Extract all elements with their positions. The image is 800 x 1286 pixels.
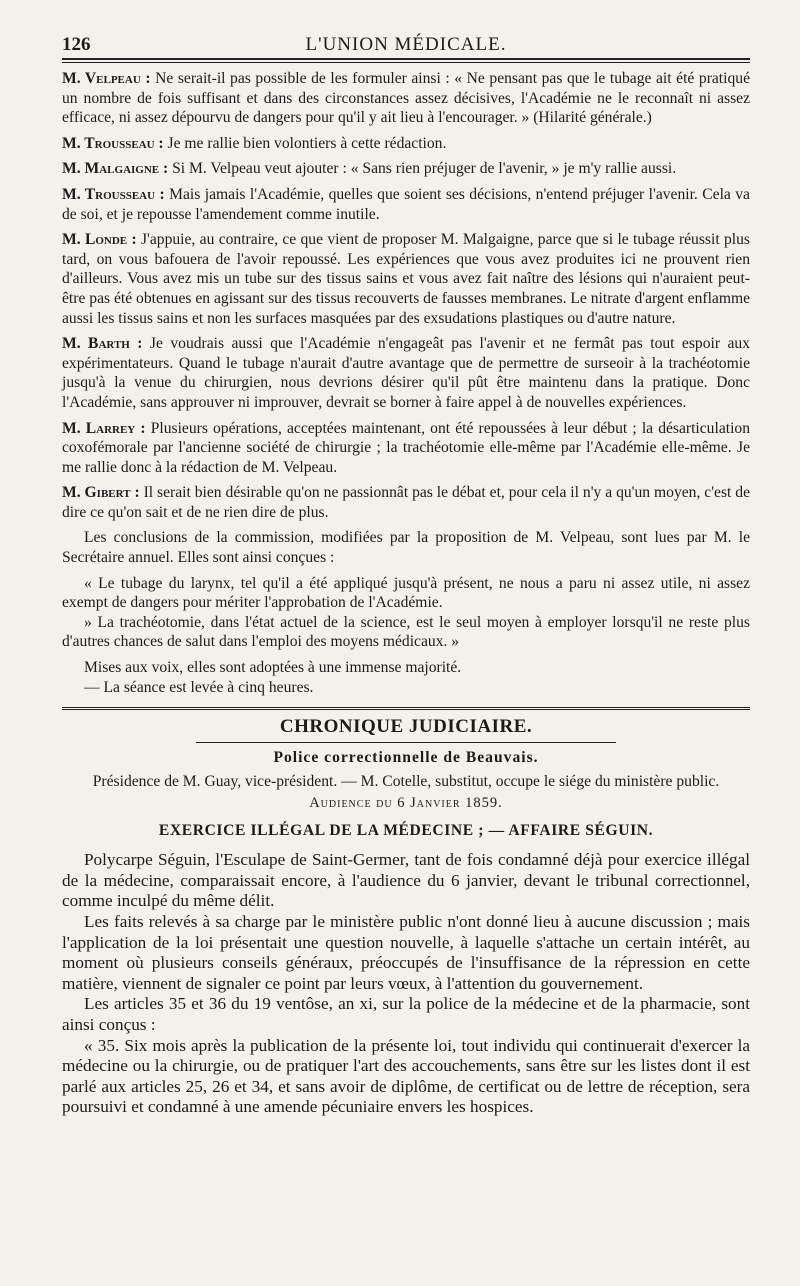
speech-text: J'appuie, au contraire, ce que vient de proposer M. Malgaigne, parce que si le tubage réussit plus tard, on vous bafouera de l'avoir repoussé. Les expériences que vous avez produites ici ne prouvent rien d'ailleurs. Vous avez mis un tube sur des tissus sains et vous avez fait naître des lésions qui n'auraient peut-être pas été obtenues en agissant sur des tissus recouverts de fausses membranes. Le nitrate d'argent enflamme aussi les tissus sains et non les surfaces masquées par des exsudations plastiques ou d'autre nature. (62, 231, 750, 327)
speech-paragraph (62, 69, 750, 128)
speaker-name: M. Malgaigne : (62, 160, 169, 178)
speaker-name: M. Trousseau : (62, 134, 164, 152)
conclusions-intro: Les conclusions de la commission, modifiées par la proposition de M. Velpeau, sont lues par M. le Secrétaire annuel. Elles sont ainsi conçues : (62, 529, 750, 567)
debate-section (62, 63, 750, 697)
presidence-line: Présidence de M. Guay, vice-président. — M. Cotelle, substitut, occupe le siége du ministère public. (92, 773, 720, 791)
title-underline (196, 742, 616, 743)
speech-paragraph (62, 483, 750, 522)
speaker-name: M. Trousseau : (62, 185, 165, 203)
chronique-section (62, 716, 750, 1118)
page-header (62, 22, 750, 58)
speaker-name: M. Gibert : (62, 484, 140, 502)
court-name: Police correctionnelle de Beauvais. (273, 749, 539, 767)
case-paragraph: Polycarpe Séguin, l'Esculape de Saint-Germer, tant de fois condamné déjà pour exercice illégal de la médecine, comparaissait encore, à l'audience du 6 janvier, devant le tribunal correctionnel, comme inculpé du même délit. (62, 850, 750, 911)
audience-date: Audience du 6 Janvier 1859. (309, 795, 503, 812)
speech-paragraph (62, 159, 750, 179)
vote-result: Mises aux voix, elles sont adoptées à une immense majorité. (84, 659, 462, 677)
case-paragraph: Les articles 35 et 36 du 19 ventôse, an xi, sur la police de la médecine et de la pharmacie, sont ainsi conçus : (62, 994, 750, 1034)
speech-paragraph (62, 230, 750, 328)
conclusion-quote: « Le tubage du larynx, tel qu'il a été appliqué jusqu'à présent, ne nous a paru ni assez utile, ni assez exempt de dangers pour mériter l'approbation de l'Académie. (62, 574, 750, 612)
speech-paragraph (62, 185, 750, 224)
conclusion-quote: » La trachéotomie, dans l'état actuel de la science, est le seul moyen à employer lorsqu'il ne reste plus d'autres chances de salut dans l'emploi des moyens médicaux. » (62, 613, 750, 651)
speaker-name: M. Velpeau : (62, 70, 151, 87)
running-title: L'UNION MÉDICALE. (305, 34, 507, 55)
case-paragraph: « 35. Six mois après la publication de la présente loi, tout individu qui continuerait d'exercer la médecine ou la chirurgie, ou de pratiquer l'art des accouchements, sans être sur les listes dont il est parlé aux articles 25, 26 et 34, et sans avoir de diplôme, de certificat ou de lettre de réception, sera poursuivi et condamné à une amende pécuniaire envers les hospices. (62, 1035, 750, 1117)
page-number: 126 (62, 34, 91, 55)
speaker-name: M. Barth : (62, 335, 143, 353)
case-paragraph: Les faits relevés à sa charge par le ministère public n'ont donné lieu à aucune discussion ; mais l'application de la loi présentait une question nouvelle, à laquelle s'attache un certain intérêt, au moment où plusieurs conseils généraux, préoccupés de l'insuffisance de la répression en cette matière, viennent de signaler ce point par leurs vœux, à l'attention du gouvernement. (62, 912, 750, 993)
speaker-name: M. Londe : (62, 231, 137, 249)
header-rule (62, 58, 750, 60)
section-title: CHRONIQUE JUDICIAIRE. (279, 716, 533, 738)
speech-text: Je voudrais aussi que l'Académie n'engageât pas l'avenir et ne fermât pas tout espoir aux expérimentateurs. Quand le tubage n'aurait d'autre avantage que de permettre de surseoir à la trachéotomie jusqu'à la venue du chirurgien, nous devrions désirer qu'il pût être maintenu dans la pratique. Donc l'Académie, sans approuver ni improuver, devrait se borner à faire appel à de nouvelles expériences. (62, 335, 750, 411)
speech-text: Si M. Velpeau veut ajouter : « Sans rien préjuger de l'avenir, » je m'y rallie aussi. (168, 160, 677, 178)
speech-text: Plusieurs opérations, acceptées maintenant, ont été repoussées à leur début ; la désarticulation coxofémorale par l'ancienne société de chirurgie ; la trachéotomie elle-même par l'Académie elle-même. Je me rallie donc à la rédaction de M. Velpeau. (62, 419, 750, 476)
speaker-name: M. Larrey : (62, 419, 146, 437)
case-title: EXERCICE ILLÉGAL DE LA MÉDECINE ; — AFFAIRE SÉGUIN. (158, 822, 654, 840)
speech-paragraph (62, 134, 750, 154)
speech-text: Mais jamais l'Académie, quelles que soient ses décisions, n'entend préjuger l'avenir. Cela va de soi, et je repousse l'amendement comme inutile. (62, 185, 750, 223)
speech-text: Je me rallie bien volontiers à cette rédaction. (163, 134, 447, 152)
speech-text: Il serait bien désirable qu'on ne passionnât pas le débat et, pour cela il n'y a qu'un moyen, c'est de dire ce qu'on sait et de ne rien dire de plus. (62, 484, 750, 521)
section-divider (62, 707, 750, 710)
speech-paragraph (62, 334, 750, 412)
case-body (62, 850, 750, 1118)
speech-text: Ne serait-il pas possible de les formuler ainsi : « Ne pensant pas que le tubage ait été pratiqué un nombre de fois suffisant et dans des circonstances assez décisives, l'Académie ne le reconnaît ni assez efficace, ni assez dépourvu de dangers pour qu'il y ait lieu à l'encourager. » (Hilarité générale.) (62, 70, 750, 127)
speech-paragraph (62, 419, 750, 478)
session-close: — La séance est levée à cinq heures. (84, 678, 314, 696)
